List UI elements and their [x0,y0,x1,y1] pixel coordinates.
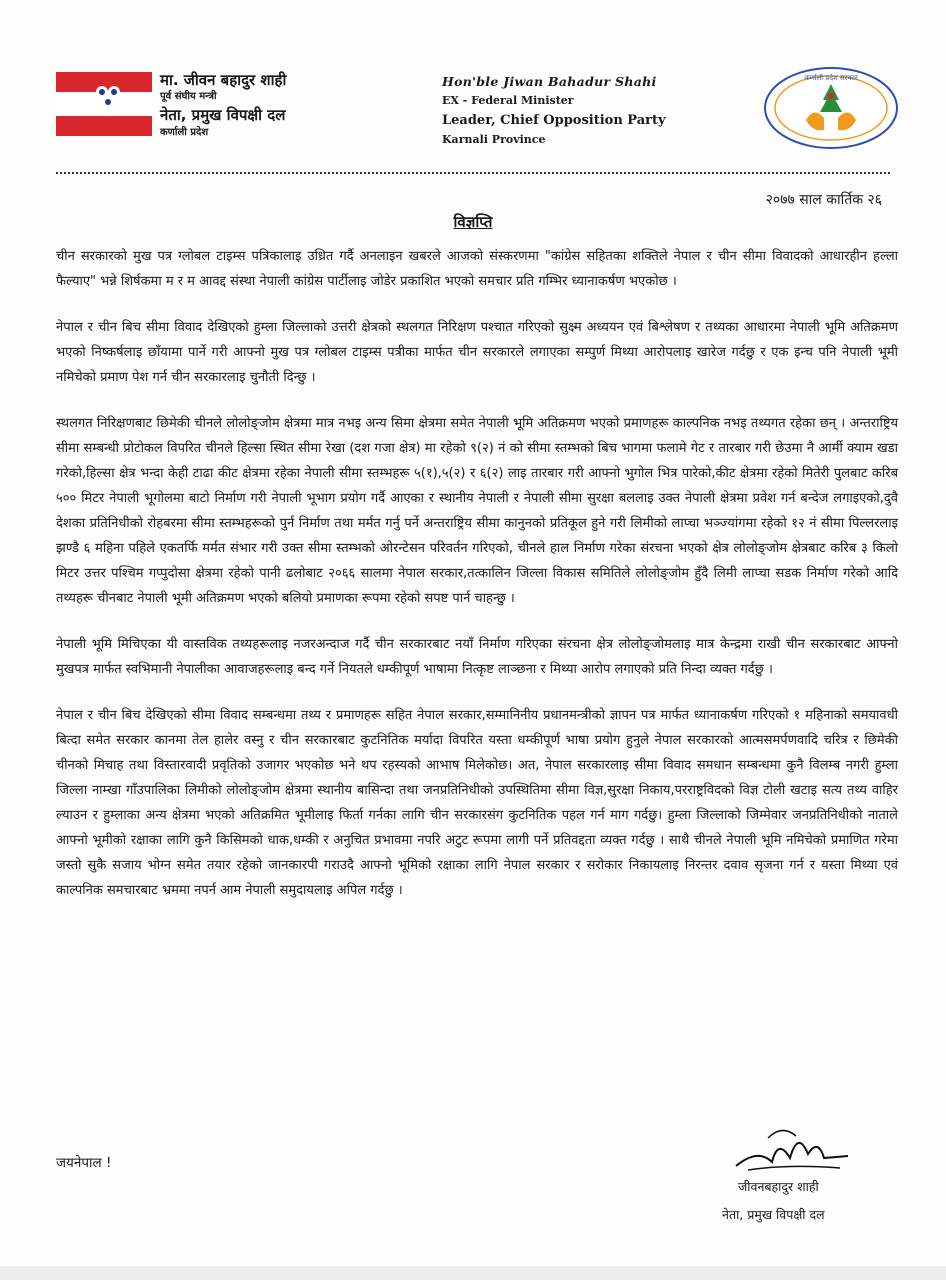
paragraph: चीन सरकारको मुख पत्र ग्लोबल टाइम्स पत्रिकालाइ उध्रित गर्दै अनलाइन खबरले आजको संस्करणमा "कांग्रेस सहितका शक्तिले नेपाल र चीन सीमा विवादको आधारहीन हल्ला फैल्याए" भन्ने शिर्षकमा म र म आवद्द संस्था नेपाली कांग्रेस पार्टीलाइ जोडेर प्रकाशित भएको समचार प्रति गम्भिर ध्यानाकर्षण भएकोछ । [56,249,898,289]
paragraph: नेपाल र चीन बिच सीमा विवाद देखिएको हुम्ला जिल्लाको उत्तरी क्षेत्रको स्थलगत निरिक्षण पश्चात गरिएको सुक्ष्म अध्ययन एवं बिश्लेषण र तथ्यका आधारमा नेपाली भूमि अतिक्रमण भएको निष्कर्षलाइ छाँयामा पार्ने गरी आफ्नो मुख पत्र ग्लोबल टाइम्स पत्रीका मार्फत चीन सरकारले लगाएका सम्पुर्ण मिथ्या आरोपलाइ खारेज गर्दछु र एक इन्च पनि नेपाली भूमी नमिचेको प्रमाण पेश गर्न चीन सरकारलाइ चुनौती दिन्छु । [56,320,898,385]
party-flag-icon [56,68,152,142]
paragraph: नेपाली भूमि मिचिएका यी वास्तविक तथ्यहरूलाइ नजरअन्दाज गर्दै चीन सरकारबाट नयाँ निर्माण गरिएका संरचना क्षेत्र लोलोङ्जोमलाइ मात्र केन्द्रमा राखी चीन सरकारबाट आफ्नो मुखपत्र मार्फत स्वभिमानी नेपालीका आवाजहरूलाइ बन्द गर्ने नियतले धम्कीपूर्ण भाषामा नित्कृष्ट लाञ्छना र मिथ्या आरोप लगाएको प्रति निन्दा व्यक्त गर्दछु । [56,637,898,677]
paragraph: नेपाल र चीन बिच देखिएको सीमा विवाद सम्बन्धमा तथ्य र प्रमाणहरू सहित नेपाल सरकार,सम्मानिनीय प्रधानमन्त्रीको ज्ञापन पत्र मार्फत ध्यानाकर्षण गरिएको १ महिनाको समयावधी बित्दा समेत सरकार कानमा तेल हालेर वस्नु र चीन सरकारबाट कुटनितिक मर्यादा विपरित यस्ता धम्कीपूर्ण भाषा प्रयोग हुनुले नेपाल सरकारको आत्मसमर्पणवादि चरित्र र छिमेकी चीनको मिचाह तथा विस्तारवादी प्रवृतिको उजागर भएकोछ भने थप रहस्यको आभाष मिलेकोछ। अत, नेपाल सरकारलाइ सीमा विवाद समधान सम्बन्धमा कुनै विलम्ब नगरी हुम्ला जिल्ला नाम्खा गाँउपालिका लिमीको लोलोङ्जोम क्षेत्रमा स्थानीय बासिन्दा तथा जनप्रतिनिधीको उपस्थितिमा सीमा विज्ञ,सुरक्षा निकाय,परराष्ट्रविदको विज्ञ टोली खटाइ सत्य तथ्य वाहिर ल्याउन र हुम्लाका अन्य क्षेत्रमा भएको अतिक्रमित भूमीलाइ फिर्ता गर्नका लागि चीन सरकारसंग कुटनितिक पहल गर्न माग गर्दछु। हुम्ला जिल्लाको जिम्मेवार जनप्रतिनिधीको नाताले आफ्नो भूमीको रक्षाका लागि कुनै किसिमको धाक,धम्की र अनुचित प्रभावमा नपरि अटुट रूपमा लागी पर्ने प्रतिवद्दता व्यक्त गर्दछु । साथै चीनले नेपाली भूमि नमिचेको प्रमाणित गरेमा जस्तो सुकै सजाय भोग्न समेत तयार रहेको जानकारपी गराउदै आफ्नो भूमिको रक्षाका लागि नेपाल सरकार र सरोकार निकायलाइ निरन्तर दवाव सृजना गर्न र यस्ता मिथ्या एवं काल्पनिक समचारबाट भ्रममा नपर्न आम नेपाली समुदायलाइ अपिल गर्दछु । [56,708,898,898]
letter-title: विज्ञप्ति [453,213,493,231]
page-bottom-edge [0,1266,946,1280]
header-nepali [160,70,430,140]
logo-text: कर्णाली प्रदेश सरकार [804,74,858,82]
header-nepali-leader-role: नेता, प्रमुख विपक्षी दल [160,106,286,124]
header-nepali-former-role: पूर्व संघीय मन्त्री [160,91,217,102]
paragraph: स्थलगत निरिक्षणबाट छिमेकी चीनले लोलोङ्जोम क्षेत्रमा मात्र नभइ अन्य सिमा क्षेत्रमा समेत नेपाली भूमि अतिक्रमण भएको प्रमाणहरू काल्पनिक नभइ तथ्यगत रहेका छन् । अन्तराष्ट्रिय सीमा सम्बन्धी प्रोटोकल विपरित चीनले हिल्सा स्थित सीमा रेखा (दश गजा क्षेत्र) मा रहेको ९(२) नं को सीमा स्तम्भको बिच भागमा फलामे गेट र तारबार गरी छेउमा नै आर्मी क्याम खडा गरेको,हिल्सा क्षेत्र भन्दा केही टाढा कीट क्षेत्रमा रहेका नेपाली सीमा स्तम्भहरू ५(१),५(२) र ६(२) लाइ तारबार गरी आफ्नो भुगोल भित्र पारेको,कीट क्षेत्रमा रहेको मितेरी पुलबाट करिब ५०० मिटर नेपाली भूगोलमा बाटो निर्माण गरी नेपाली भूभाग प्रयोग गर्दै आएका र स्थानीय नेपाली र नेपाली सीमा सुरक्षा बललाइ उक्त नेपाली क्षेत्रमा प्रवेश गर्न बन्देज लगाइएको,दुवै देशका प्रतिनिधीको रोहबरमा सीमा स्तम्भहरूको पुर्न निर्माण तथा मर्मत गर्नु पर्ने अन्तराष्ट्रिय सीमा कानुनको प्रतिकूल हुने गरी लिमीको लाप्चा भञ्ज्यांगमा रहेको १२ नं सीमा पिल्लरलाइ झण्डै ६ महिना पहिले एकतर्फि मर्मत संभार गरी उक्त सीमा स्तम्भको ओरन्टेसन परिवर्तन गरिएको, चीनले हाल निर्माण गरेका संरचना भएको क्षेत्र लोलोङ्जोम क्षेत्रबाट करिब ३ किलो मिटर उत्तर पश्चिम गप्पुदोसा क्षेत्रमा रहेको पानी ढलोबाट २०६६ सालमा नेपाल सरकार,तत्कालिन जिल्ला विकास समितिले लोलोङ्जोम हुँदै लिमी लाप्चा सडक निर्माण गरेको आदि तथ्यहरू चीनबाट नेपाली भूमी अतिक्रमण भएको बलियो प्रमाणका रूपमा रहेको सपष्ट पार्न चाहन्छु । [56,416,898,606]
header-english [442,72,772,148]
letter-date: २०७७ साल कार्तिक २६ [765,192,882,208]
header-english-leader-role: Leader, Chief Opposition Party [442,113,666,128]
header-nepali-province: कर्णाली प्रदेश [160,127,209,138]
header-divider [56,172,890,174]
letter-body [56,244,898,924]
signatory-name: जीवनबहादुर शाही [738,1179,819,1194]
header-nepali-name: मा. जीवन बहादुर शाही [160,71,287,89]
header-english-name: Hon'ble Jiwan Bahadur Shahi [442,74,657,89]
signatory-title: नेता, प्रमुख विपक्षी दल [722,1207,825,1222]
province-logo-icon [762,66,900,150]
closing-salutation: जयनेपाल ! [56,1155,112,1171]
handwritten-signature-icon [728,1118,858,1180]
header-english-former-role: EX - Federal Minister [442,94,574,107]
header-english-province: Karnali Province [442,133,546,146]
